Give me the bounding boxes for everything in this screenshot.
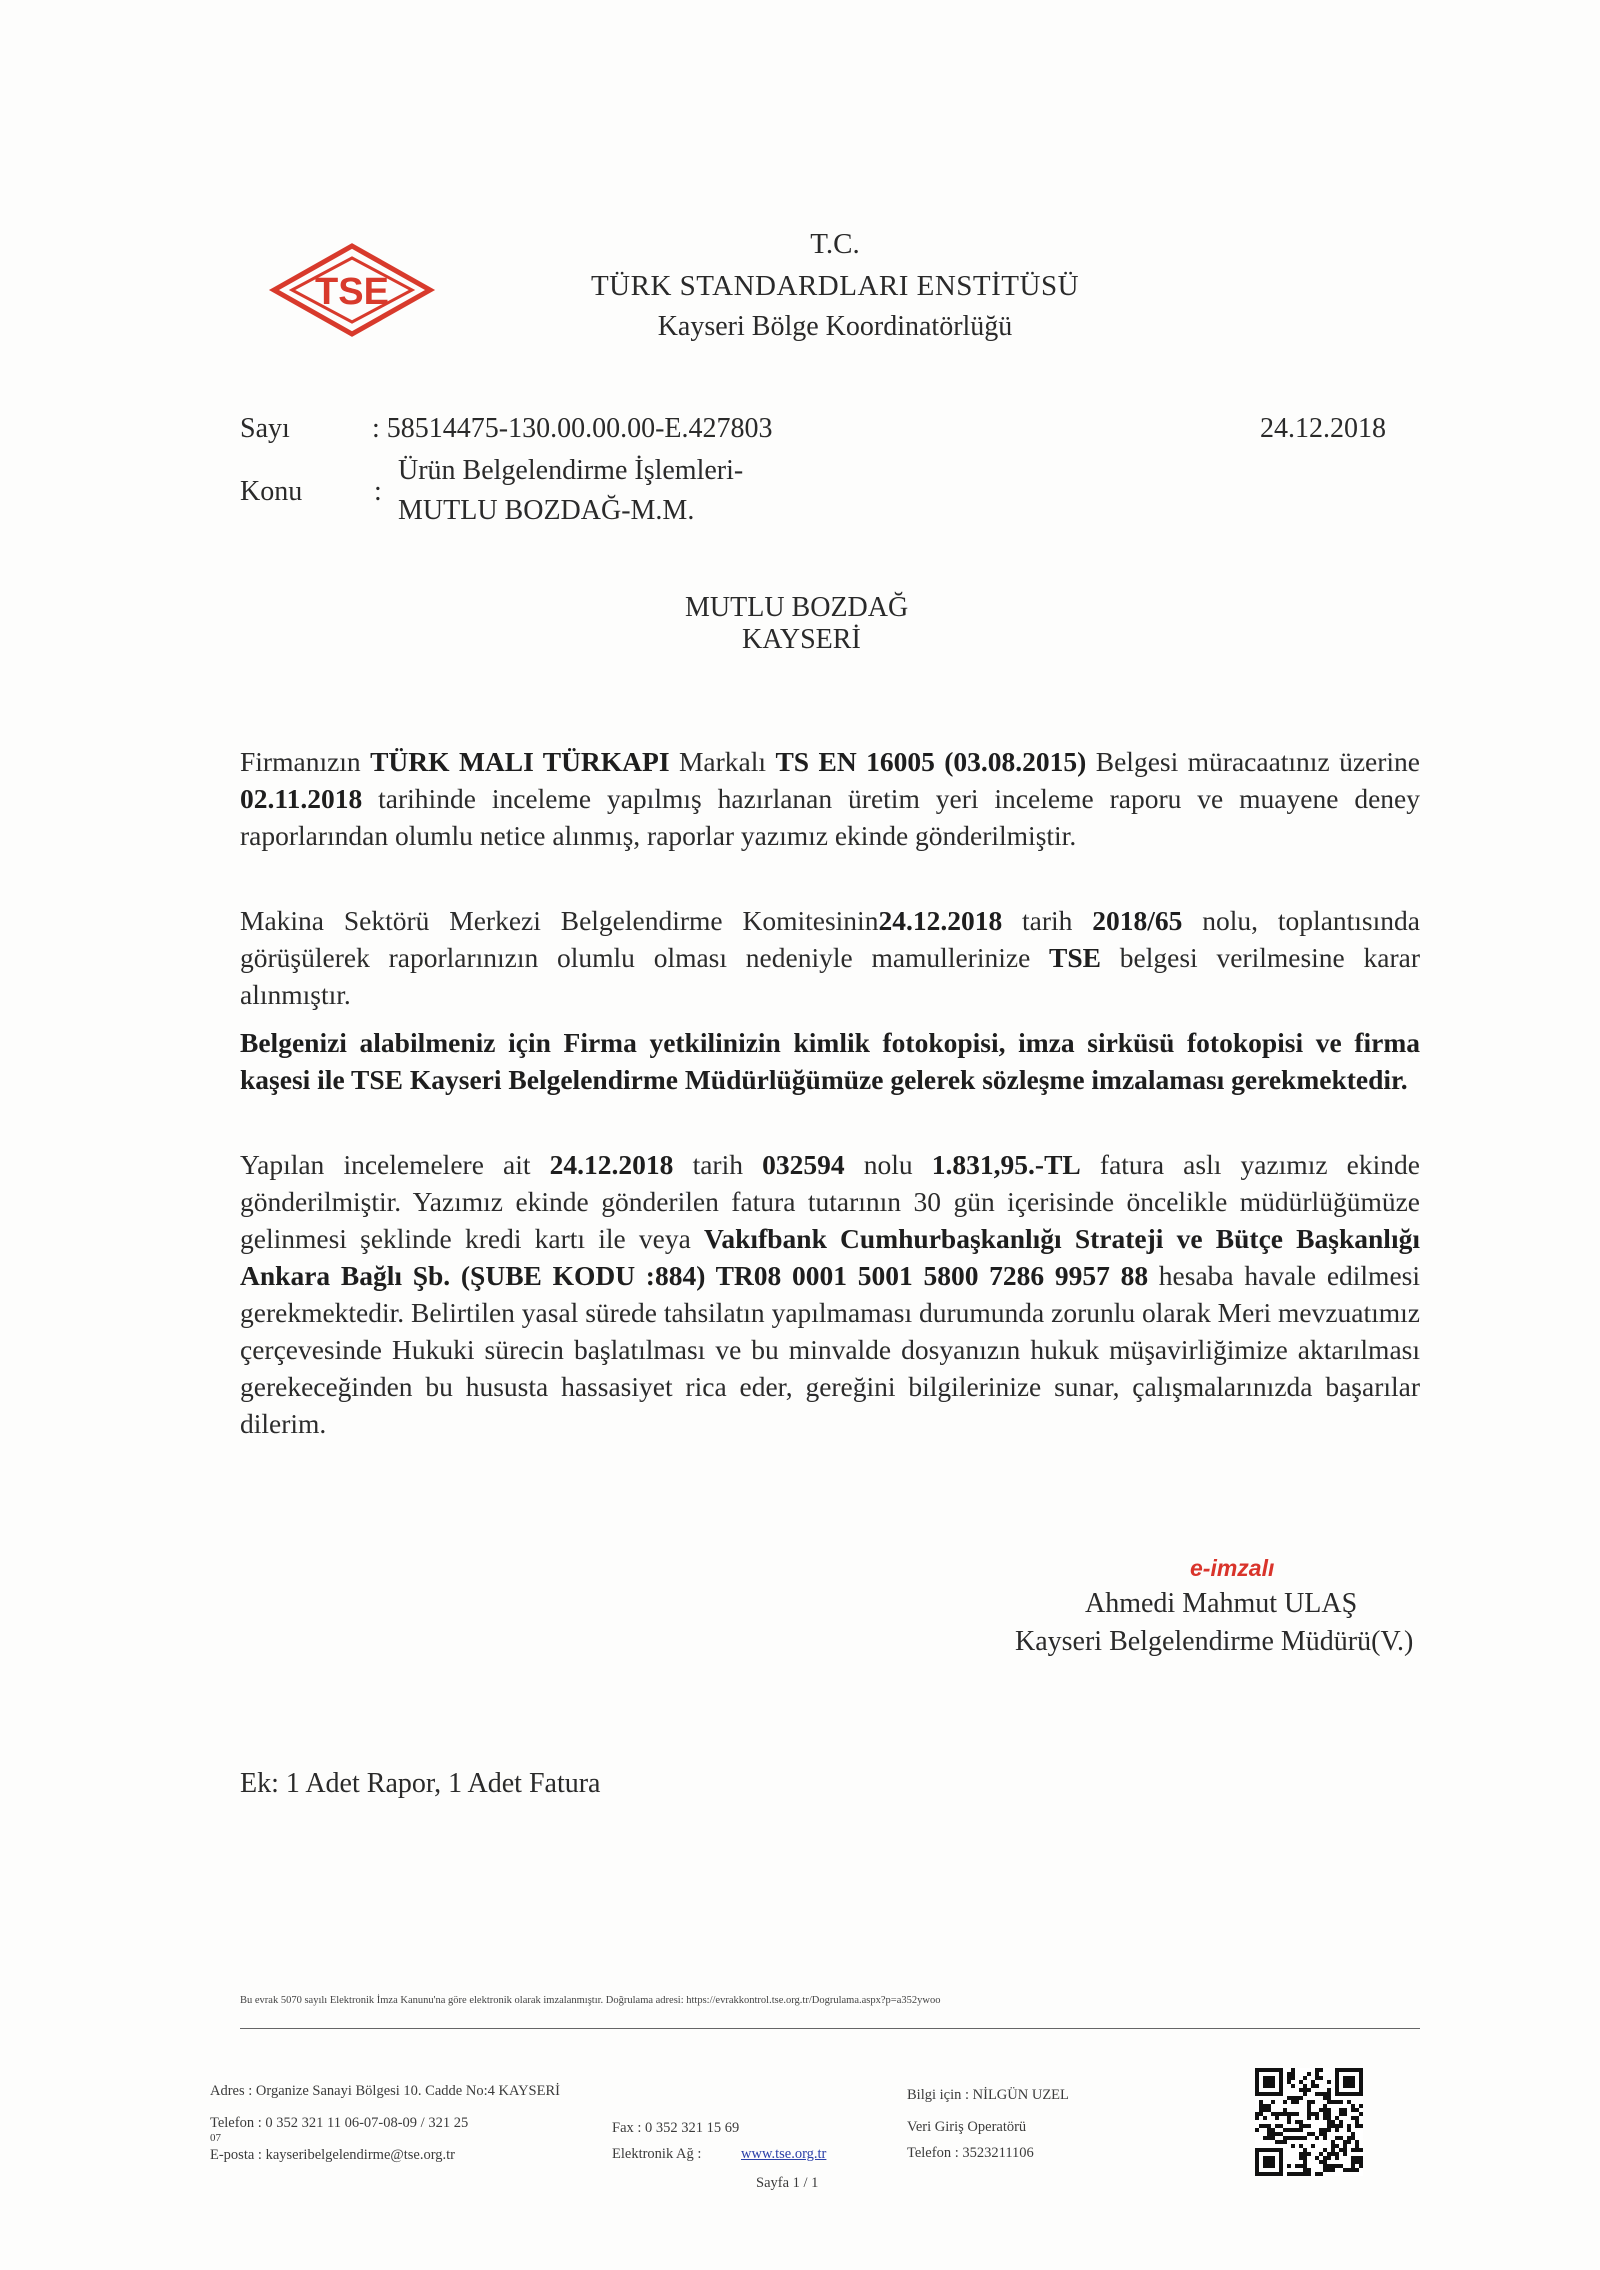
eimza-label: e-imzalı <box>1190 1555 1275 1581</box>
footer-address: Adres : Organize Sanayi Bölgesi 10. Cadde No:4 KAYSERİ <box>210 2083 560 2099</box>
p1-run: Belgesi müracaatınız üzerine <box>1086 746 1420 777</box>
letter-date: 24.12.2018 <box>1260 413 1386 444</box>
p4-run: hesaba havale edilmesi gerekmektedir. Belirtilen yasal sürede tahsilatın yapılmaması durumunda zorunlu olarak Meri mevzuatımız çerçevesinde Hukuki sürecin başlatılması ve bu minvalde dosyanızın hukuk müşavirliğimize aktarılması gerekeceğinden bu hususta hassasiyet rica eder, gereğini bilgilerinize sunar, çalışmalarınızda başarılar dilerim. <box>240 1260 1420 1439</box>
footer-web-label: Elektronik Ağ : <box>612 2146 702 2162</box>
footer-web-link[interactable]: www.tse.org.tr <box>741 2146 827 2162</box>
footer-info-contact: Bilgi için : NİLGÜN UZEL <box>907 2087 1069 2103</box>
konu-line2: MUTLU BOZDAĞ-M.M. <box>398 495 695 526</box>
p2-run: Makina Sektörü Merkezi Belgelendirme Komitesinin <box>240 905 879 936</box>
p3-run: Belgenizi alabilmeniz için Firma yetkilinizin kimlik fotokopisi, imza sirküsü fotokopisi ve firma kaşesi ile TSE Kayseri Belgelendirme Müdürlüğümüze gelerek sözleşme imzalaması gerekmektedir. <box>240 1027 1420 1095</box>
p2-run: belgesi verilmesine karar alınmıştır. <box>240 942 1420 1010</box>
konu-colon: : <box>374 476 382 507</box>
sayi-value: : 58514475-130.00.00.00-E.427803 <box>372 413 773 444</box>
verification-note: Bu evrak 5070 sayılı Elektronik İmza Kanunu'na göre elektronik olarak imzalanmıştır. Doğrulama adresi: https://evrakkontrol.tse.org.tr/Dogrulama.aspx?p=a352ywoo <box>240 1995 941 2006</box>
p1-run: 02.11.2018 <box>240 783 363 814</box>
footer-email: E-posta : kayseribelgelendirme@tse.org.tr <box>210 2147 456 2163</box>
p4-run: Vakıfbank Cumhurbaşkanlığı Strateji ve Bütçe Başkanlığı Ankara Bağlı Şb. (ŞUBE KODU :884) TR08 0001 5001 5800 7286 9957 88 <box>240 1223 1420 1291</box>
header-tc: T.C. <box>810 228 860 260</box>
p2-run: tarih <box>1002 905 1093 936</box>
sayi-label: Sayı <box>240 413 290 444</box>
footer-fax: Fax : 0 352 321 15 69 <box>612 2120 740 2136</box>
footer-divider <box>240 2028 1420 2029</box>
p2-run: TSE <box>1049 942 1102 973</box>
konu-line1: Ürün Belgelendirme İşlemleri- <box>398 455 744 486</box>
p2-run: 2018/65 <box>1092 905 1183 936</box>
header-institute: TÜRK STANDARDLARI ENSTİTÜSÜ <box>590 270 1080 302</box>
p4-run: fatura aslı yazımız ekinde gönderilmiştir. Yazımız ekinde gönderilen fatura tutarının 30 gün içerisinde öncelikle müdürlüğümüze gelinmesi şeklinde kredi kartı ile veya <box>240 1149 1420 1254</box>
p2-run: nolu, toplantısında görüşülerek raporlarınızın olumlu olması nedeniyle mamullerinize <box>240 905 1420 973</box>
footer-phone-cont: 07 <box>210 2132 221 2144</box>
recipient-city: KAYSERİ <box>742 624 861 655</box>
footer-info-phone: Telefon : 3523211106 <box>907 2145 1034 2161</box>
paragraph-1 <box>240 743 1420 854</box>
p1-run: TS EN 16005 (03.08.2015) <box>775 746 1087 777</box>
signer-name: Ahmedi Mahmut ULAŞ <box>1085 1588 1358 1619</box>
p4-run: 1.831,95.-TL <box>931 1149 1081 1180</box>
footer-page-number: Sayfa 1 / 1 <box>756 2175 819 2191</box>
paragraph-2 <box>240 902 1420 1013</box>
p1-run: Markalı <box>669 746 776 777</box>
attachment-note: Ek: 1 Adet Rapor, 1 Adet Fatura <box>240 1768 601 1799</box>
footer-info-role: Veri Giriş Operatörü <box>907 2119 1027 2135</box>
paragraph-4 <box>240 1146 1420 1442</box>
header-office: Kayseri Bölge Koordinatörlüğü <box>657 311 1013 342</box>
p1-run: TÜRK MALI TÜRKAPI <box>370 746 670 777</box>
p4-run: nolu <box>844 1149 932 1180</box>
recipient-name: MUTLU BOZDAĞ <box>685 592 909 623</box>
p4-run: 032594 <box>762 1149 845 1180</box>
qr-code-icon <box>1255 2068 1363 2176</box>
p4-run: 24.12.2018 <box>549 1149 674 1180</box>
footer-phone: Telefon : 0 352 321 11 06-07-08-09 / 321 25 <box>210 2115 469 2131</box>
p1-run: tarihinde inceleme yapılmış hazırlanan üretim yeri inceleme raporu ve muayene deney raporlarından olumlu netice alınmış, raporlar yazımız ekinde gönderilmiştir. <box>240 783 1420 851</box>
p4-run: Yapılan incelemelere ait <box>240 1149 550 1180</box>
p4-run: tarih <box>673 1149 763 1180</box>
paragraph-3 <box>240 1024 1420 1098</box>
signer-title: Kayseri Belgelendirme Müdürü(V.) <box>1015 1626 1414 1657</box>
tse-logo <box>268 242 436 338</box>
konu-label: Konu <box>240 476 303 507</box>
tse-logo-text: TSE <box>315 271 389 313</box>
p2-run: 24.12.2018 <box>878 905 1003 936</box>
p1-run: Firmanızın <box>240 746 371 777</box>
